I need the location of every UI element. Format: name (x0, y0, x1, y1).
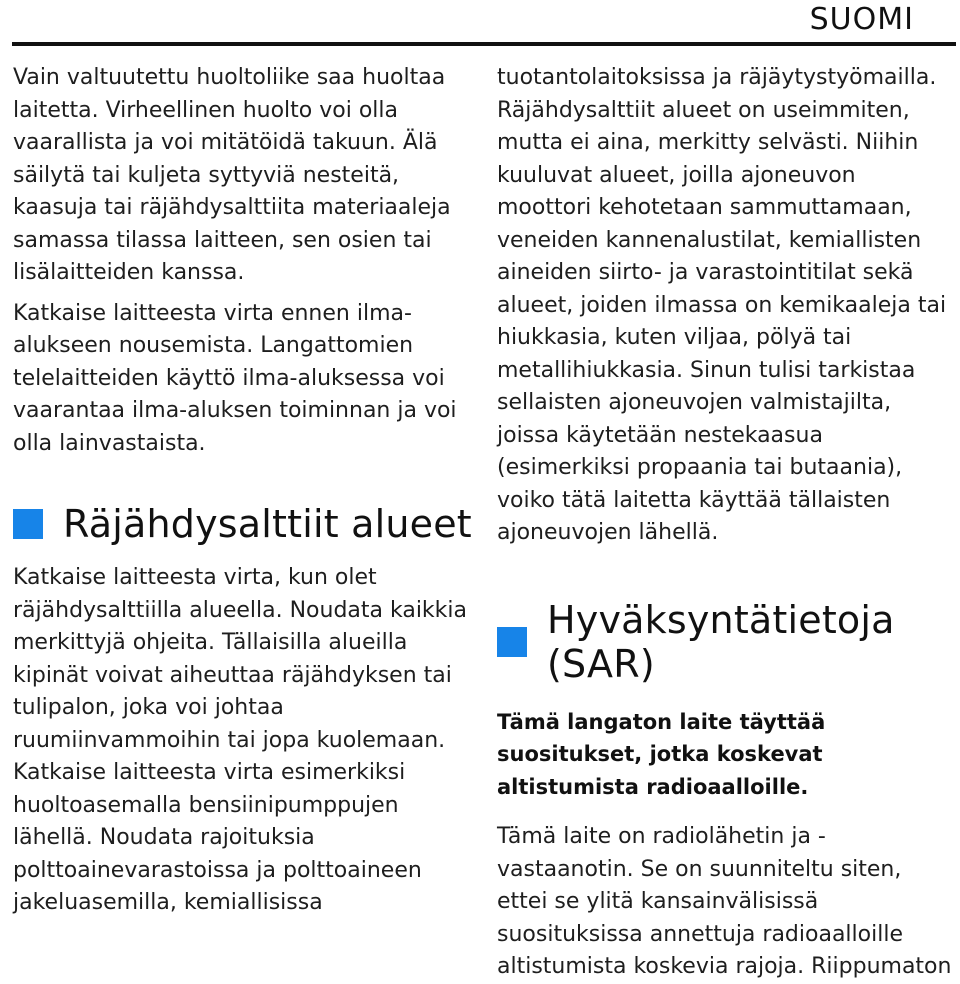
paragraph-aircraft: Katkaise laitteesta virta ennen ilma-alukseen nousemista. Langattomien telelaitteiden käyttö ilma-aluksessa voi vaarantaa ilma-aluksen toiminnan ja voi olla lainvastaista. (13, 300, 457, 456)
heading-square-icon (497, 627, 527, 657)
paragraph-explosive-continued: tuotantolaitoksissa ja räjäytystyömailla. Räjähdysalttiit alueet on useimmiten, mutta ei aina, merkitty selvästi. Niihin kuuluvat alueet, joilla ajoneuvon moottori kehotetaan sammuttamaan, veneiden kannenalustilat, kemiallisten aineiden siirto- ja varastointitilat sekä alueet, joiden ilmassa on kemikaaleja tai hiukkasia, kuten viljaa, pölyä tai metallihiukkasia. Sinun tulisi tarkistaa sellaisten ajoneuvojen valmistajilta, joissa käytetään nestekaasua (esimerkiksi propaania tai butaania), voiko tätä laitetta käyttää tällaisten ajoneuvojen lähellä. (497, 65, 947, 545)
heading-square-icon (13, 509, 43, 539)
section-heading-explosive (13, 502, 475, 546)
paragraph-service: Vain valtuutettu huoltoliike saa huoltaa laitetta. Virheellinen huolto voi olla vaarallista ja voi mitätöidä takuun. Älä säilytä tai kuljeta syttyviä nesteitä, kaasuja tai räjähdysalttiita materiaaleja samassa tilassa laitteen, sen osien tai lisälaitteiden kanssa. (13, 65, 451, 285)
left-column (13, 62, 475, 920)
heading-text: Räjähdysalttiit alueet (63, 502, 472, 546)
right-column (497, 62, 952, 984)
paragraph-explosive-areas: Katkaise laitteesta virta, kun olet räjähdysalttiilla alueella. Noudata kaikkia merkittyjä ohjeita. Tällaisilla alueilla kipinät voivat aiheuttaa räjähdyksen tai tulipalon, joka voi johtaa ruumiinvammoihin tai jopa kuolemaan. Katkaise laitteesta virta esimerkiksi huoltoasemalla bensiinipumppujen lähellä. Noudata rajoituksia polttoainevarastoissa ja polttoaineen jakeluasemilla, kemiallisissa (13, 565, 468, 915)
paragraph-sar-body: Tämä laite on radiolähetin ja -vastaanotin. Se on suunniteltu siten, ettei se ylitä kansainvälisissä suosituksissa annettuja radioaalloille altistumista koskevia rajoja. Riippumaton (497, 824, 952, 979)
paragraph-sar-intro: Tämä langaton laite täyttää suositukset, jotka koskevat altistumista radioaalloille. (497, 709, 826, 799)
header-rule (12, 42, 956, 46)
language-label: SUOMI (809, 2, 914, 37)
heading-text: Hyväksyntätietoja (SAR) (547, 597, 895, 686)
section-heading-sar (497, 598, 952, 686)
